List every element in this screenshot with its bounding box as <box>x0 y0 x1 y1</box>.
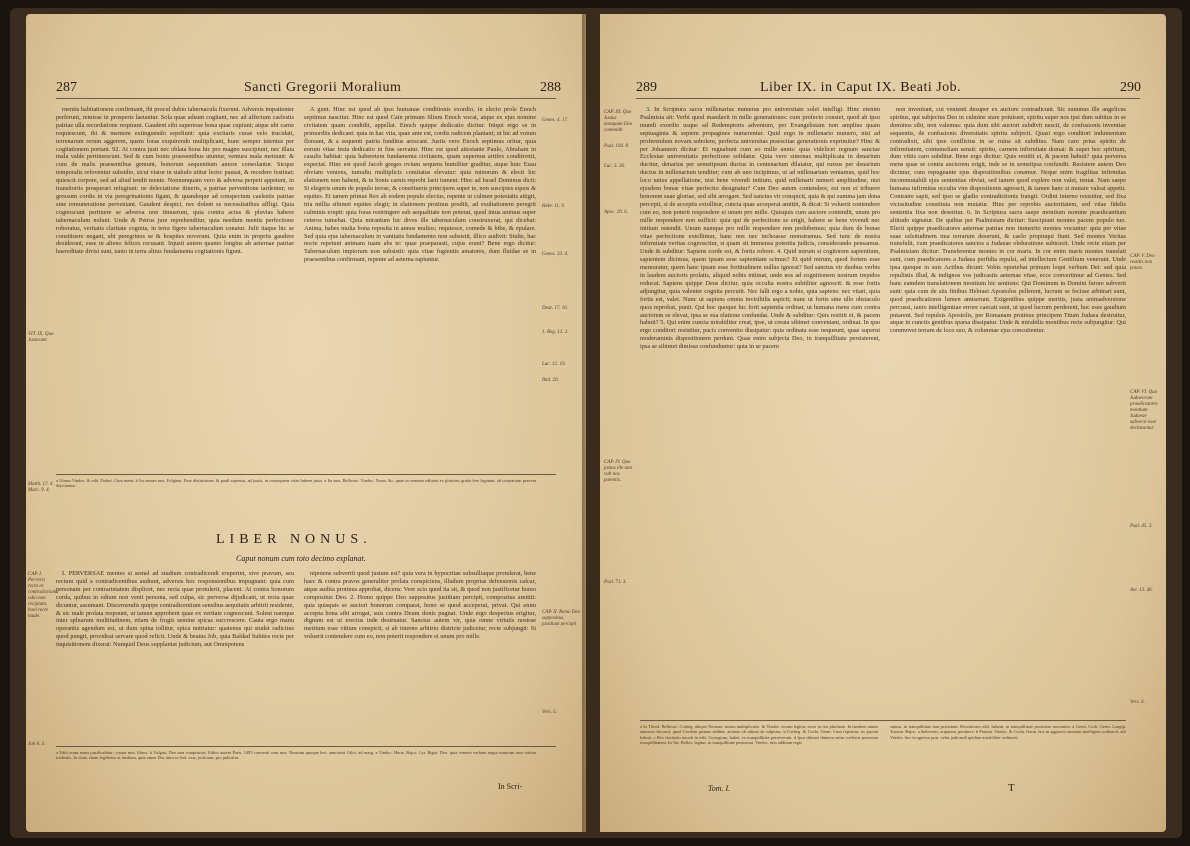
margin-note: Psal. 71. 3. <box>604 580 627 585</box>
margin-note: Job 8. 3. <box>28 742 46 747</box>
head-rule <box>56 98 556 99</box>
head-rule <box>636 98 1140 99</box>
page-number-289: 289 <box>636 80 657 95</box>
footnote-rule <box>56 474 556 475</box>
book-title: LIBER NONUS. <box>216 532 372 547</box>
signature-volume: Tom. I. <box>708 784 731 793</box>
column-1: 3. In Scriptura sacra millenarius numerus pro universitate solet intelligi. Hinc etenim Psalmista ait: Verbi quod mandavit in mille generationes: cum profecto constet, quod ab ipso mundi exordio usque ad Redemptoris adventum, per Evangelistam non amplius quam septuaginta & septem propagines numerentur. Quid ergo in millenario numero, nisi ad proferendum novam sobolem, perfecta universitas praescitae generationis exprimitur? Hinc & per Johannem dicitur: Et regnabunt cum eo mille annis: quia videlicet regnum sanctae Ecclesiae universitatis perfectione solidatur. Quia vero simonas multiplicata in denarium ducitur, denarius per semetipsum ductus in centenarium dilatatur, qui rursus per denarium ductus in millenarium tenditur; cum ab uno incipimus, ut ad millenarium veniamus, quid hoc loco unius appellatione, nisi bene vivendi initium, quid millenarii numeri amplitudine, nisi ejusdem bonae vitae perfectio designatur? Cum Deo autem contendere, est non ei tribuere honorem suae gloriae, sed sibi arrogare. Sed sanctus vir conspicit, quia & qui summa jam dona percepit, si de acceptis extollitur, cuncta quae acceperat amittit, & dicat: Si voluerit contendere cum eo, non poterit respondere ei unum pro mille. Quisquis cum auctore contendit, unum pro mille respondere non sufficit: quia qui de perfectione se erigit, habere se bene vivendi nec initium ostendit. Unum namque pro mille respondere non prohibemus; quia dum de bonae vitae perfectione extollimur, hanc nos nec inchoasse monstramus. Sed tunc de nostra infirmitate veritas cognoscitur, si quam sit immensa potentia judicis, considerando pensamus. Unde & subditur: Sapiens corde est, & fortis robore. 4. Quid mirum si cogitorem sapientium, sapientem dicimus, quem ipsam esse sapientiam scimus? Et quid mirum, quod fortem esse memoratur, quem hanc ipsam esse fortitudinem nullus ignorat? Sed sanctus vir duobus verbis in laudem auctoris prolatis, aliquid nobis intimat, unde nos ad cognitionem nostram trepidos reducat. Sapiens quippe Deus dicitur, quia occulta nostra subtiliter agnoscit: & esse fortis adjungitur, quia valenter cognita percutit. Nec falli ergo a nobis, quia sapiens: nec vitari, quia fortis est, valet. Nunc ut sapiens omnia invisibilis aspicit; nunc ut fortis sine ullo obstaculo quos reprobat, punit. Qui hoc quoque hic forti sapientia ordinat, ut humana mens cum contra auctorem se elevat, ipsa se sua elatione confundat. Unde & subditur: Quis restitit ei, & pacem habuit? 5. Qui enim cuncta mirabiliter creat, ipse, ut creata sibimet conveniant, ordinat. In quo ergo conditori resistitur, pacis conventio dissipatur: quia ordinata esse nequeunt, quae superni moderaminis dispositionem perdunt. Quae enim subjecta Deo, in tranquillitate persisterent, ipsa se sibimet dimissa confunduntur: quia in se pacem <box>640 106 880 351</box>
margin-note: CAP. III. Quo Justus nonquam Deo contendit <box>604 110 633 133</box>
margin-note: Genes. 33. 4. <box>542 252 569 257</box>
column-1-bottom: I. PERVERSAE mentes si semel ad studium contradicendi eruperint, sive pravum, seu rectum quid a contradicentibus audiunt, adversis hoc responsionibus impugnant: quia cum personam per contrarietatem displicet, nec recta quae protulerit, placent. At contra bonorum corda, quibus in odium non venit persona, sed culpa, sic perversa dijudicant, ut recta quae dicuntur, assumant. Discernendis quippe contradicentium sensibus aequitatis arbitrii residente, & sic male prolata respuunt, ut tamen approbent quae ex veritate cognoscunt. Solent namque inter splnarum multitudinem, etiam de frugis semine spicas succrescere. Cauta ergo manu operantis agendum est, ut dum spina tollitur, spica nutriatur: quatenus qui studet radicitus quod pungit, provideat servare quod reficit. Unde & beatus Job, quia Baldad Suhites recte per inquisitionem dixerat: Nunquid Deus supplantat judicium, aut Omnipotens <box>56 570 294 649</box>
margin-note: Vers. 5. <box>542 710 557 715</box>
page-number-290: 290 <box>1120 80 1141 95</box>
running-head-left: Sancti Gregorii Moralium <box>244 80 402 95</box>
margin-note: Psal. 45. 3. <box>1130 524 1153 529</box>
margin-note: CAP. I. Perversi recta ex contradictionis odio non recipiunt, boni recte laude. <box>28 572 59 619</box>
margin-note: Genes. 4. 17. <box>542 118 569 123</box>
page-number-288: 288 <box>540 80 561 95</box>
footnotes-col2: sumus, in tranquillitate non persistunt. Recentiores edit. habent, in tranquillitate persistere noscuntur. a Germ. Corb. Germ. Longip. Tuoson. Bajoc. a Subversis, eripuisse, pertinere. b Pratum. Vindoc. & Cocla. Germ. hoc in aggravio omnium intelligens ordinavit; alii Vindoc. hoc in agressu posi. velut judicandi quidam mirabiliter ordinavit. <box>890 724 1126 740</box>
margin-note: Vers. 6. <box>1130 700 1145 705</box>
margin-note: 1. Reg. 13. 2. <box>542 330 569 335</box>
margin-note: VIT. IX. Quo Justorum <box>28 332 54 343</box>
right-page <box>600 14 1166 832</box>
margin-note: Matth. 17. 4. Marc. 9. 4. <box>28 482 54 493</box>
margin-note: CAP. V. Deo restitis non potest. <box>1130 254 1155 271</box>
column-2-bottom: nipotens subvertit quod justum est? quia vera in hypocritae subsulliaque protulerat, bene haec & contra pravos generaliter prolata conspiciens, illudum proprias defensionis calcar, atque audita protinus approbat, dicens: Vere scio quod ita sit, & quod non justificetur homo compositus Deo. 2. Homo quippe Deo suppositus justitiam percipit, compositus amittit: quia quisquis se auctori bonorum comparat, bono se quod acceperat, privat. Qui enim accepta bona sibi arrogat, suis contra Deum donis pugnat. Unde ergo despectus erigitur, dignum est ut erectus inde destruatur. Sanctus autem vir, quia omne virtutis nostrae meritum esse vitium conspicit, si ab interno arbitrio districte judicetur, recte subjungit: Si voluerit contendere cum eo, non poterit respondere ei unum pro mille. <box>304 570 536 641</box>
margin-note: Luc. 3. 36. <box>604 164 626 169</box>
chapter-subtitle: Caput nonum cum toto decimo explanat. <box>236 554 366 563</box>
margin-note: Ibid. 20. <box>542 378 559 383</box>
margin-note: Hebr. 11. 9. <box>542 204 566 209</box>
margin-note: CAP. VI. Quo Judaeorum praedicatores montium Judaeae subversi esse declarantur <box>1130 390 1158 431</box>
footnotes-col1: a In Theod. Bellovac. Corbeg. ubique Norman. nostra multiplicatio. In Vindoc. eorum legitur, novo in ceu plurimae. In tamdem annos animoso decurrit, quod Corabin primus additur, animae ob ultima ab sulpitius. b Corbeg. & Cocla. Germ. Cum reperitur, ex pacem habuit. c Rex fortitudo nuculi in edit. Cortegium, habet, ex tranquillitate perseverant. d Ipsa sibimet dimissa enim coelestis pratorum tranquillitatem, In Vat. Bellov. legitur, in tranquillitate persistunt. Vindoc. niss additum regis <box>640 724 878 746</box>
book-spread <box>10 8 1182 838</box>
footnotes-bottom: a Editi erant antea justificabitur; contra mss. libros. b Vulgati, Deo non compositus. Editio autem Paris. 1495 conventi cum mss. Nostrum quoque lect. annotavit Gilot. ad marg. a Vindoc. Hertz. Bajoc. Lyr. Bigot. Deo: quia veneret verbum negui nimirum esse vitium tradentis. In vitae, etiam legebatur ut inediam, quia omne Dos intra se lerd. esse, judicatur, pro judicatur. <box>56 750 536 761</box>
column-2: non inveniunt, cui venienti desuper ex auctore contradicunt. Sic summus ille angelicus spiritus, qui subjectus Deo in culmine stare potuisset, spiritu super nos ipsi dum subitus in se dominos sibi, non valemus: quia dum sibi auctori subdivit nescit, de confusionis inventiae sequentis, de confusionis diversitatis spiritu subjecti. Quasi ergo conditori indumentum contradixit, sibi ipse conflictus in se ruina sit subditus. Nam caro prius spiritu de infirmitatem, contumeliam sensit: spiritu, carnem infirmitate domat: & super hoc spiritum, dum vitiis caro subditur. Bene ergo dicitur: Quis restitit ei, & pacem habuit? quia perversa mens quae se contra auctorem erigit, inde se in semetipsa confundit. Resistere autem Deo dicimur, cum repugnante ejus dispositionibus conamur. Neque enim fragilitas infirmitas incommutabili ejus sententiae obviat, sed tamen quod explere non valet, tentat. Nam saepe humana infirmitas occulta vim dispositionis agnoscit, & tamen hanc si mutare valeat appetit. Contraire sapit, sed ipso se gladio contradictionis frangit. Ordini interno resistitur, sed fixa vicissitudine constituta non mutatur. Hinc per reprobis auctoritatem, sed vitae fidelis sententia fixa non deseritur. 6. In Scriptura sacra saepe montium nomine praedicantium altitudo signatur. De quibus per Psalmistam dicitur: Suscipiant montes pacem populo tuo. Electi quippe praedicatores aeternae patriae non immerito montes vocantur: quia per vitae suae celsitudinem ima terrarum deserunt, & caelo propinqui fiunt. Sed montes Veritas transfulit, cum praedicatores sanctos a Judaeae obduratione subtraxit. Unde recte etiam per Psalmistam dicitur: Transferentur montes in cor maris. In cor enim maris montes translati sunt, cum praedicatores a Judaea perfidia repulsi, ad intellectum Gentilium venerunt. Unde ipsa quoque in suis Actibus dicunt: Vobis oportebat primum loqui verbum Dei: sed quia repulistis illud, & indignos vos judicastis aeternae vitae, ecce convertimur ad Gentes. Sed hanc eamdem translationem montium hic sentiens: Qui Dominum in Domini furore subverti sunt: quia cum de siis finibus Hebraei Apostolos pellerent, lucrum se fecisse arbitrari sunt, quod praedicationis lumen amiserunt. Exigentibus quippe meritis, justa animadversione percussi, tanto intelligentiae errore caecati sunt, ut quod lucrum perderent, hoc esse gaudium putarent. Sed repulsis Apostolis, per Romanam protinus principem Titum Judaea destruitur, atque in cunctis gentibus sparsa dissipatur. Unde & mirabilis montibus recte subjungitur: Qui commovet terram de loco suo, & columnae ejus concutientur. <box>890 106 1126 335</box>
left-page <box>26 14 586 832</box>
column-2-top: A gunt. Hinc est quod ab ipso humanae conditionis exordio, in electo prole Enoch septimus nascitur. Hinc est quod Cain primum filium Enoch vocat, atque ex ejus nomine civitatem quam condidit, appellat. Enoch quippe dedicatio dicitur. Iniqui ergo se in primordiis dedicant: quia in hac vita, quae ante est, cordis radicem plantant; ut hic ad votum floreant, & a sequenti patria funditus arescant. Justis vero Enoch septimus oritur, quia eorum vitae festa dedicatio in fine servatur. Hinc est quod attestante Paulo, Abraham in casulis habitat: quia haberetem fundamenta civitatem, quam supernus artifex conditroxit, expectat. Hinc est quod Jacob greges ovium sequens humiliter graditur, atque huic Esau obviam veniens, tumultu multiplicis comitatus elevatur: quia minorum & electi hic elationem non habent, & in bonis carnis reprobi laeti tument. Hinc ad Israel Dominus dicit: Si elegeris unum de populo terrae, & constitueris principem super te, non suscipies equos & equites. Et tamen primus Rex ab eodem populo electus, repente ut culmen potestatis attigit, tria millia sibimet equites elegit; in elationem protinus prodiit, ad exultationem peregrit culminis erupit: quia foras restringere sub aequalitate non poterat, quod intus animus super ceteros tumebat. Quia mirantum hic dives ille tabernaculum construxerat, qui dicebat: Anima, habes multa bona reposita in annos multos; requiesce, comede & bibe, & epulare. Sed quia ejus tabernaculum in vanitatis fundamento non subsistit, illico audivit: Stulte, hac nocte repetunt animam tuam abs te: quae praeparasti, cujus erunt? Bene ergo dicitur: Tabernaculum impiorum non subsistit: quia vitae fugientis amatores, dum fluidae se in praesentibus confirmant, repente ad aeterna rapiuntur. <box>304 106 536 264</box>
margin-note: CAP. II. Remo Deo suppositus, justitiam percipit <box>542 610 581 627</box>
margin-note: CAP. IV. Quo justus ille non vult nos potentis. <box>604 460 633 483</box>
margin-note: Deut. 17. 16. <box>542 306 568 311</box>
running-head-right: Liber IX. in Caput IX. Beati Job. <box>760 80 962 95</box>
margin-note: Psal. 104. 8. <box>604 144 630 149</box>
catchword: In Scri- <box>498 782 523 791</box>
signature-mark: T <box>1008 782 1015 794</box>
footnote-rule <box>640 720 1126 721</box>
column-1-top: rnentis habitationem confirmant, ibi procul dubio tabernacula fixerunt. Adversis impatienter perferunt, remisse in prosperis laetantur. Sola quae adsunt cogitant, nec ad affectum caelestis patriae ulla recordatione respirant. Gaudent sibi superesse bona quae cupiunt; atque ubi carne requiescunt, ibi & mentem extinguendo sepeliunt: quia excitaris curae velo trucidati, terrenarum rerum aggerem, quem foras exquirendo multiplicant, hunc semper intentus per cogitationem portant. 92. At contra justi nec oblata bona hic pro magno suscipiunt, nec illata mala valde pertimescunt. Sed & cum bonis praesentibus utuntur, ventura mala metuunt: & cum de malis praesentibus gemunt, bonorum sequentium amore consolantur. Sicque temporalis refoventur subsidio, sicut viator in stabulo utitur lecto: pausat, & recedere festinat; quiescit corpore, sed ad aliud tendit mente. Nonnunquam vero & adversa perpeti appetunt, in transitoriis prosperari refugiunt: ne delectatione itineris, a patriae perventione tardentur; ne gressum cordis in via peregrinationis figant, & quandoque ad conspectum caelestis patriae sine remuneratione perveniant. Gaudent despici, nec dolent se necessitatibus affligi. Quia cognoscunt pertinere se adversa non timuerunt, quia contra actus & pluvias habere tabernaculum nolunt. Unde & Petrus jure reprehenditur, quia needum mentis perfectione roboratus, veritatis claritate cognita, in terra figere tabernaculum conatur. Julii itaque hic se constituere negant, ubi peregrinos se & hospites noverunt. Quia enim in propriis gaudere desiderant, esse in alieno felices recusant. Injusti autem quanto longius ab aeternae patriae haereditate divisi sunt, tanto in terra altius fundamenta cogitationis figunt. <box>56 106 294 256</box>
margin-note: Luc. 12. 19. <box>542 362 566 367</box>
footnotes-top: a Utrum Vindoc. & edit. Foderi. Cum mens. b Ita omnes mss. Fulginat. Esse distinctione, & pauli superius, ad justis, in consequens vitae habere justo. a Ita mss. Bellovac. Vindoc. Norm. &c. quae in veneunt editioni ex plurimis gratia fere legantur, ad contrarium pravem dejiciuntur. <box>56 478 536 489</box>
margin-note: Apoc. 20. 6. <box>604 210 629 215</box>
page-number-287: 287 <box>56 80 77 95</box>
footnote-rule <box>56 746 556 747</box>
margin-note: Act. 13. 46. <box>1130 588 1153 593</box>
